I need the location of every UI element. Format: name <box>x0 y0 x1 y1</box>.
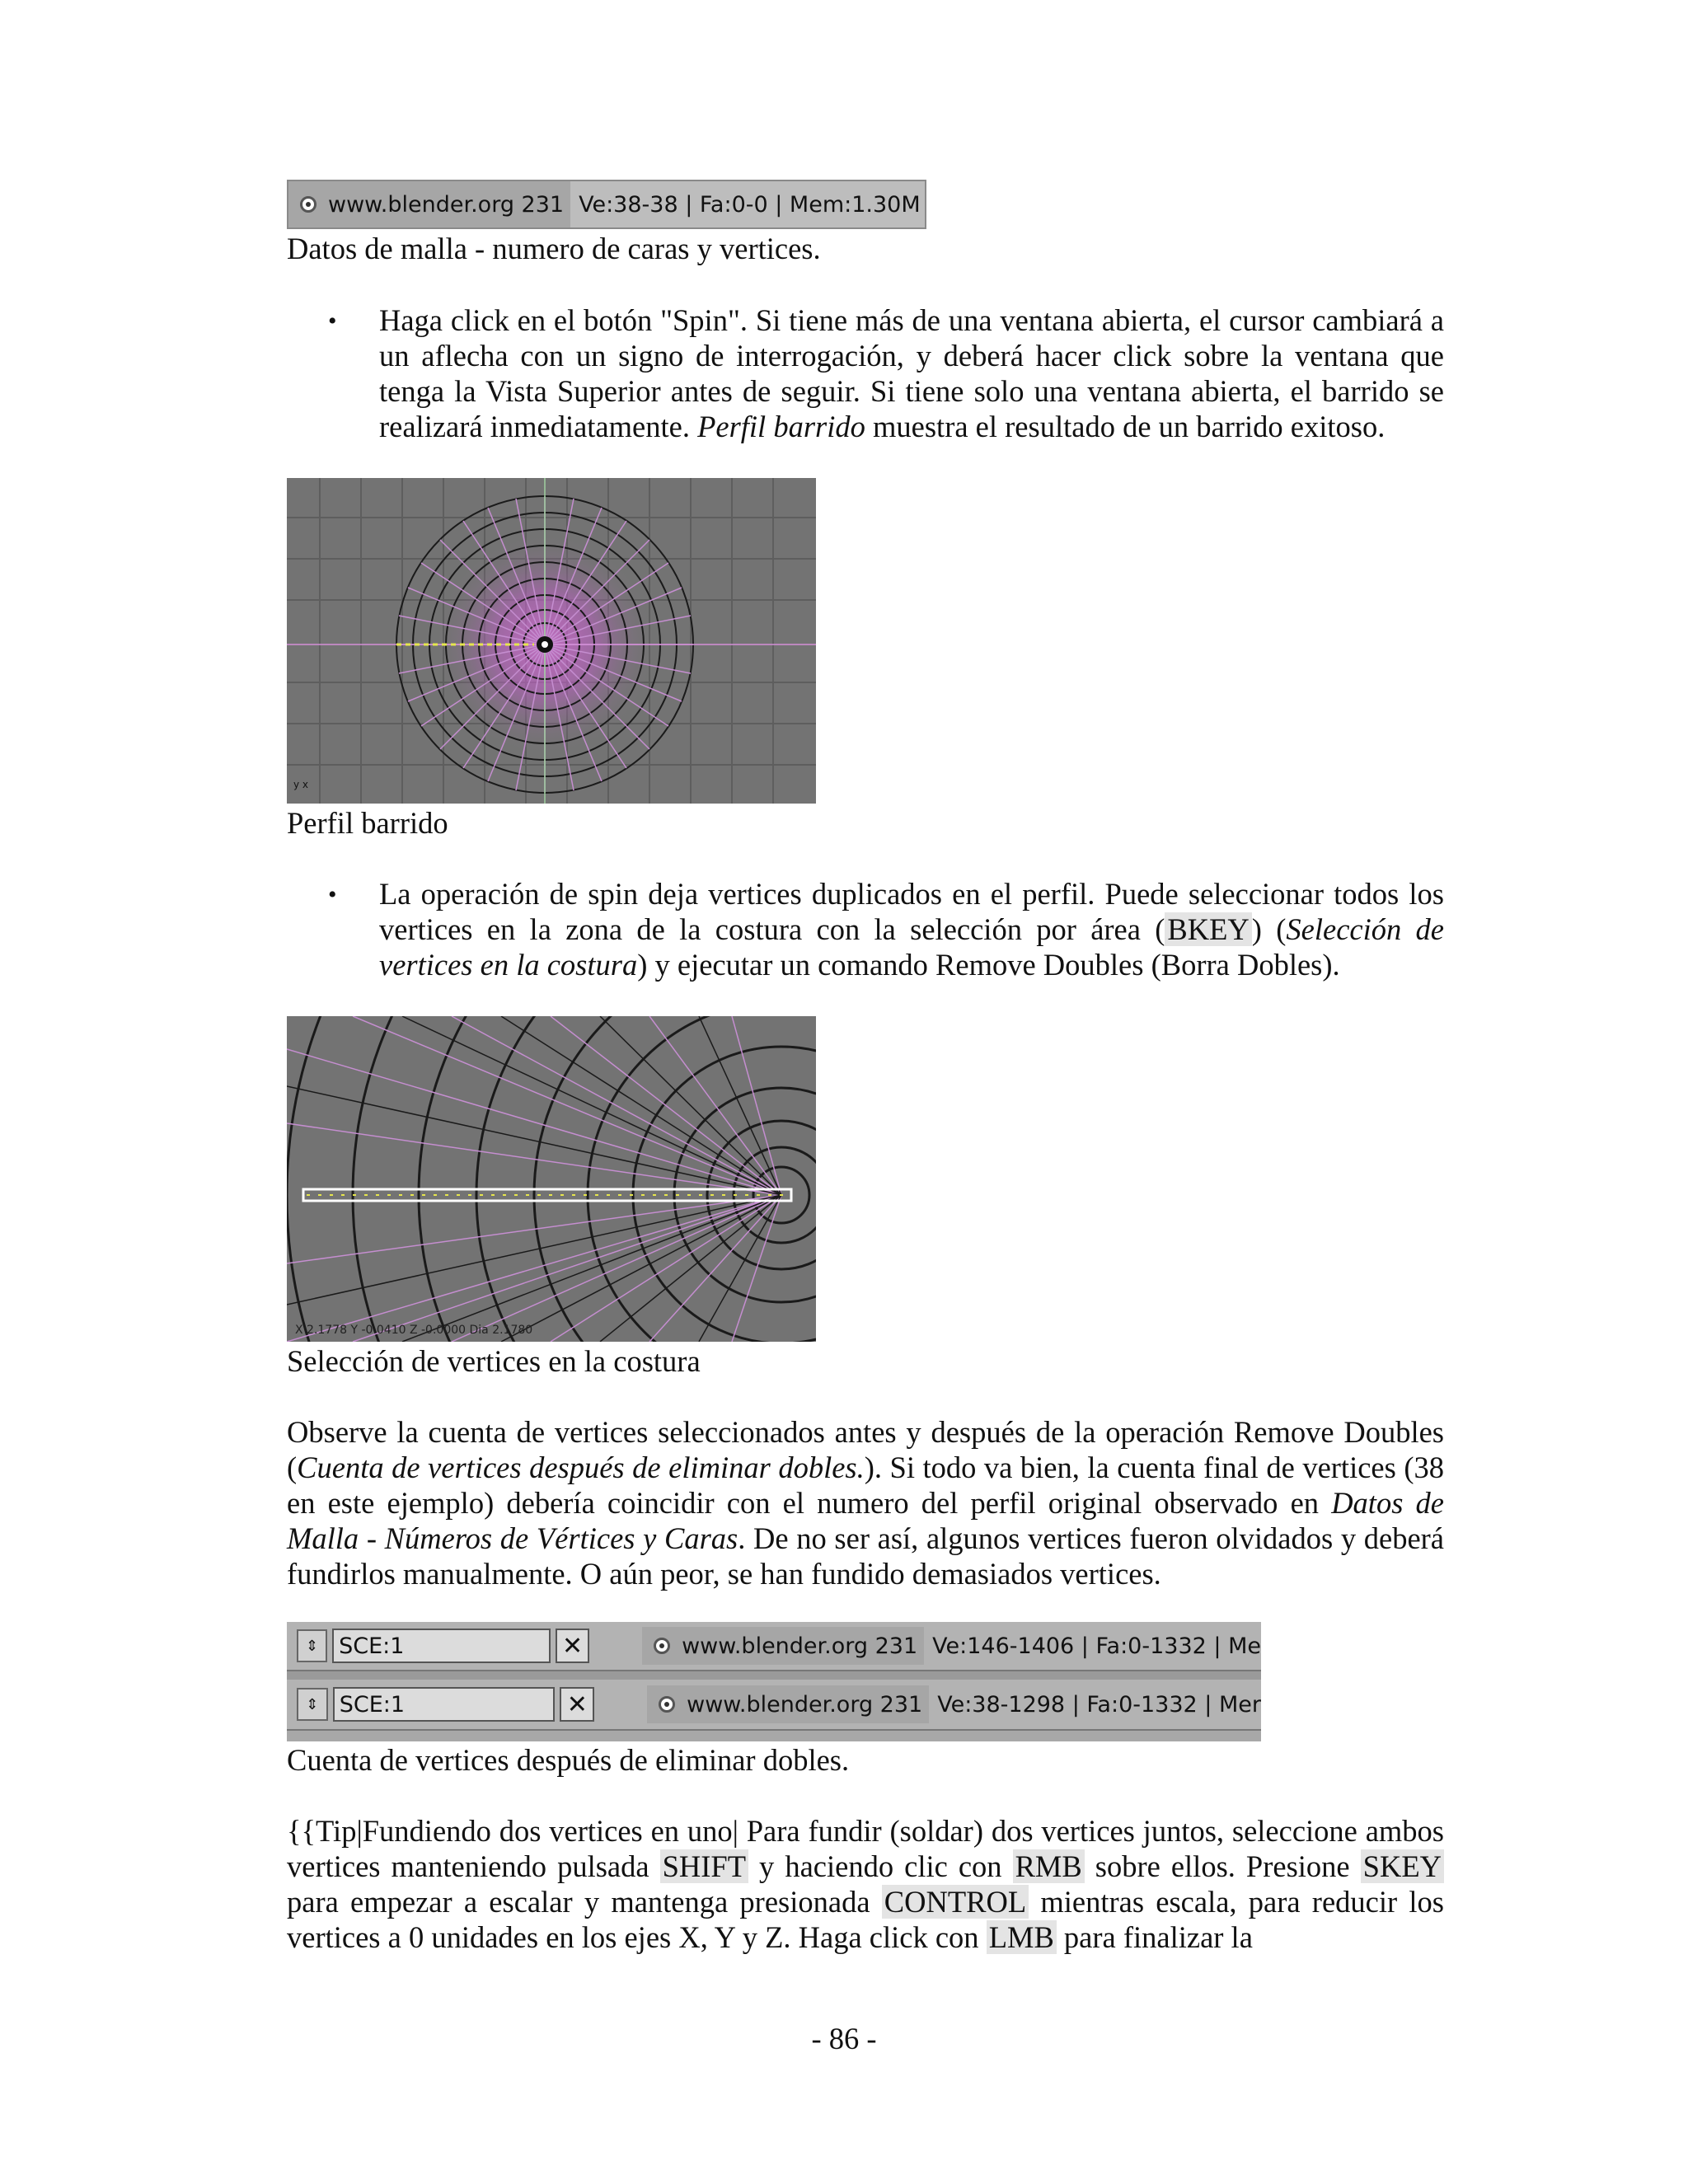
seam-selection-image <box>287 1016 816 1342</box>
eye-icon <box>654 1638 670 1654</box>
blender-logo-area <box>288 181 570 227</box>
key-rmb: RMB <box>1013 1849 1085 1883</box>
blender-version-text: www.blender.org 231 <box>328 191 565 218</box>
bullet-paragraph-remove-doubles <box>379 876 1444 982</box>
caption-seam-selection: Selección de vertices en la costura <box>287 1344 701 1378</box>
blender-version-text: www.blender.org 231 <box>687 1691 923 1718</box>
text-span: mientras escala, para reducir los vertices a 0 unidades en los ejes X, Y y Z. Haga click con <box>287 1885 1444 1954</box>
key-lmb: LMB <box>987 1920 1057 1954</box>
blender-logo-area <box>647 1685 929 1723</box>
text-span: ). Si todo va bien, la cuenta final de vertices (38 en este ejemplo) debería coincidir con el numero del perfil original observado en <box>287 1451 1444 1520</box>
header-row-after <box>287 1680 1261 1731</box>
vertex-count-comparison <box>287 1622 1261 1741</box>
figure-ref: Cuenta de vertices después de eliminar dobles. <box>297 1451 865 1484</box>
mesh-stats-text: Ve:146-1406 | Fa:0-1332 | Me <box>932 1633 1261 1659</box>
spun-profile-viewport <box>287 478 816 804</box>
bullet-marker: • <box>328 307 337 335</box>
axis-label: y x <box>293 779 309 790</box>
text-span: La operación de spin deja vertices duplicados en el perfil. Puede seleccionar todos los vertices en la zona de la costura con la selección por área ( <box>379 877 1444 946</box>
text-span: muestra el resultado de un barrido exitoso. <box>865 410 1386 443</box>
scene-arrows-icon[interactable]: ⇕ <box>297 1688 328 1721</box>
bullet-paragraph-spin <box>379 302 1444 444</box>
paragraph-vertex-count <box>287 1414 1444 1591</box>
key-shift: SHIFT <box>660 1849 748 1883</box>
close-icon[interactable]: ✕ <box>560 1687 594 1722</box>
tip-paragraph <box>287 1813 1444 1955</box>
key-bkey: BKEY <box>1165 912 1251 946</box>
caption-spun-profile: Perfil barrido <box>287 806 448 840</box>
blender-version-text: www.blender.org 231 <box>682 1633 918 1659</box>
scene-arrows-icon[interactable]: ⇕ <box>297 1629 327 1662</box>
eye-icon <box>659 1696 675 1713</box>
blender-logo-area <box>642 1627 924 1665</box>
separator <box>287 1671 1261 1680</box>
figure-ref: Selección de vertices en la costura <box>379 912 1444 982</box>
coordinate-readout: X 2.1778 Y -0.0410 Z -0.0000 Dia 2.1780 <box>295 1324 533 1337</box>
text-span: Haga click en el botón "Spin". Si tiene más de una ventana abierta, el cursor cambiará a un aflecha con un signo de interrogación, y deberá hacer click sobre la ventana que tenga la Vista Superior antes de seguir. Si tiene solo una ventana abierta, el barrido se realizará inmediatamente. <box>379 303 1444 443</box>
seam-selection-viewport <box>287 1016 816 1342</box>
text-span: Observe la cuenta de vertices seleccionados antes y después de la operación Remove Doubles ( <box>287 1415 1444 1484</box>
caption-mesh-data: Datos de malla - numero de caras y vertices. <box>287 232 821 265</box>
close-icon[interactable]: ✕ <box>556 1629 589 1663</box>
key-skey: SKEY <box>1361 1849 1444 1883</box>
scene-name-field[interactable]: SCE:1 <box>332 1629 551 1663</box>
text-span: . De no ser así, algunos vertices fueron olvidados y deberá fundirlos manualmente. O aún peor, se han fundido demasiados vertices. <box>287 1521 1444 1591</box>
text-span: y haciendo clic con <box>748 1849 1013 1883</box>
caption-vertex-count: Cuenta de vertices después de eliminar dobles. <box>287 1743 850 1777</box>
text-span: sobre ellos. Presione <box>1084 1849 1361 1883</box>
text-span: {{Tip|Fundiendo dos vertices en uno| Para fundir (soldar) dos vertices juntos, seleccione ambos vertices manteniendo pulsada <box>287 1814 1444 1883</box>
mesh-stats-text: Ve:38-38 | Fa:0-0 | Mem:1.30M <box>579 191 921 218</box>
status-info <box>642 1622 1261 1670</box>
page-number: - 86 - <box>811 2022 877 2055</box>
text-span: ) ( <box>1251 912 1287 946</box>
figure-ref: Datos de Malla - Números de Vértices y Caras <box>287 1486 1444 1555</box>
text-span: para empezar a escalar y mantenga presionada <box>287 1885 882 1919</box>
text-span: ) y ejecutar un comando Remove Doubles (Borra Dobles). <box>637 948 1340 982</box>
status-info <box>647 1680 1261 1729</box>
mesh-data-statusbar <box>287 180 926 229</box>
mesh-stats-text: Ve:38-1298 | Fa:0-1332 | Mer <box>937 1691 1261 1718</box>
bullet-marker: • <box>328 881 337 908</box>
scene-name-field[interactable]: SCE:1 <box>333 1687 556 1722</box>
header-row-before <box>287 1622 1261 1671</box>
text-span: para finalizar la <box>1056 1920 1253 1954</box>
eye-icon <box>300 196 316 213</box>
spun-profile-image <box>287 478 816 804</box>
figure-ref: Perfil barrido <box>697 410 865 443</box>
key-control: CONTROL <box>882 1885 1029 1919</box>
